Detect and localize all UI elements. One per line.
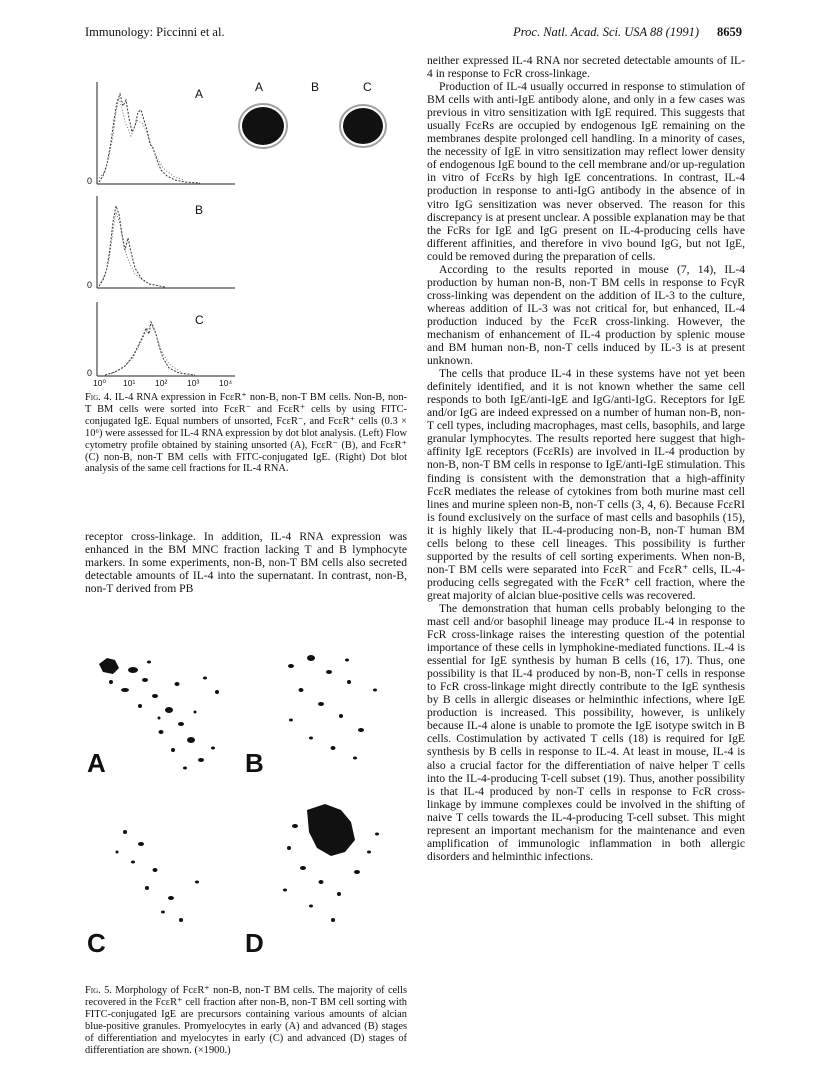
journal-citation: Proc. Natl. Acad. Sci. USA 88 (1991): [513, 25, 699, 39]
figure-5-caption: [85, 985, 407, 1056]
page-number: 8659: [717, 25, 742, 39]
axis-tick-0: 10⁰: [93, 378, 106, 388]
left-column-text: [85, 530, 407, 595]
running-header-right: [513, 25, 742, 40]
micrograph-label-d: D: [245, 928, 264, 958]
histogram-a: [97, 82, 235, 184]
blot-label-c: C: [363, 80, 372, 94]
running-header-left: Immunology: Piccinni et al.: [85, 25, 225, 39]
histogram-label-b: B: [195, 203, 204, 217]
zero-label-b: 0: [87, 280, 93, 290]
dot-blot-spot-c: [343, 108, 383, 144]
body-paragraph-1: neither expressed IL-4 RNA nor secreted detectable amounts of IL-4 in response to FcR cross-linkage.: [427, 54, 745, 81]
figure-5-caption-text: Morphology of FcεR⁺ non-B, non-T BM cells. The majority of cells recovered in the FcεR⁺ cell fraction after non-B, non-T BM cell sorting with FITC-conjugated IgE are precursors containing various amounts of alcian blue-positive granules. Promyelocytes in early (A) and advanced (B) stages of differentiation and myelocytes in early (C) and advanced (D) stages of differentiation are shown. (×1900.): [85, 985, 407, 1056]
histogram-label-c: C: [195, 313, 204, 327]
axis-tick-4: 10⁴: [219, 378, 233, 388]
body-paragraph-5: The demonstration that human cells probably belonging to the mast cell and/or basophil lineage may produce IL-4 in response to FcR cross-linkage raises the interesting question of the potential importance of these cells in lymphokine-mediated functions. IL-4 is essential for IgE synthesis by human B cells (16, 17). Thus, one possibility is that IL-4 produced by non-B, non-T cells in response to FcR cross-linkage might directly contribute to the IgE synthesis by B cells in allergic diseases or helminthic infections, where IgE production is increased. This possibility, however, is unlikely because IL-4 alone is unable to promote the IgE isotype switch in B cells. Costimulation by activated T cells (18) is required for IgE synthesis by B cells in response to IL-4. At least in mouse, IL-4 is also a crucial factor for the differentiation of naive helper T cells into the IL-4-producing T-cell subset (19). Thus, another possibility is that IL-4 produced by non-T cells in response to FcR cross-linkage by immune complexes could be involved in the shifting of naive T cells towards the IL-4-producing T-cell subset. This might represent an important mechanism for the maintenance and even amplification of immunologic inflammation in both allergic disorders and helminthic infections.: [427, 601, 745, 863]
micrograph-label-a: A: [87, 748, 106, 778]
zero-label-c: 0: [87, 368, 93, 378]
figure-5: [85, 620, 407, 980]
histogram-c: [97, 302, 235, 376]
blot-label-a: A: [255, 80, 264, 94]
micrograph-label-b: B: [245, 748, 264, 778]
body-paragraph-4: The cells that produce IL-4 in these systems have not yet been definitely identified, and it is not known whether the same cell responds to both IgE/anti-IgE and IgG/anti-IgG. Receptors for IgE and/or IgG are indeed expressed on a number of human non-B, non-T cell types, including macrophages, mast cells, basophils, and large granular lymphocytes. The results reported here suggest that high-affinity IgE receptors (FcεRIs) are involved in IL-4 production by non-B, non-T BM cells in response to IgE/anti-IgE stimulation. This finding is consistent with the demonstration that a high-affinity FcεR mediates the release of cytokines from both murine mast cell lines and murine spleen non-B, non-T cells (3, 4, 6). Because FcεRI is found exclusively on the surface of mast cells and basophils (15), it is highly likely that IL-4-producing non-B, non-T human BM cells belong to these cell lineages. This possibility is further supported by the results of cell sorting experiments. When non-B, non-T BM cells were separated into FcεR⁻ and FcεR⁺ cells, IL-4-producing cells segregated with the FcεR⁺ cell fraction, where the great majority of alcian blue-positive cells was recovered.: [427, 367, 745, 602]
blot-label-b: B: [311, 80, 320, 94]
figure-5-micrographs: [85, 620, 407, 980]
micrograph-d: [283, 804, 379, 922]
micrograph-label-c: C: [87, 928, 106, 958]
figure-4-caption-text: IL-4 RNA expression in FcεR⁺ non-B, non-T BM cells. Non-B, non-T BM cells were sorted into FcεR⁻ and FcεR⁺ cells by using FITC-conjugated IgE. Equal numbers of unsorted, FcεR⁻, and FcεR⁺ cells (0.3 × 10⁶) were assessed for IL-4 RNA expression by dot blot analysis. (Left) Flow cytometry profile obtained by staining unsorted (A), FcεR⁻ (B), and FcεR⁺ (C) non-B, non-T BM cells with FITC-conjugated IgE. (Right) Dot blot analysis of the same cell fractions for IL-4 RNA.: [85, 392, 407, 475]
figure-5-caption-label: Fig. 5.: [85, 985, 112, 996]
right-column: [427, 54, 745, 863]
figure-4: [85, 72, 407, 388]
micrograph-a: [99, 658, 219, 770]
figure-4-graphic: [85, 72, 407, 388]
figure-4-caption: [85, 392, 407, 475]
dot-blot-spot-a: [242, 107, 284, 145]
left-paragraph: receptor cross-linkage. In addition, IL-4 RNA expression was enhanced in the BM MNC fraction lacking T and B lymphocyte markers. In some experiments, non-B, non-T BM cells also secreted detectable amounts of IL-4 into the supernatant. In contrast, non-B, non-T derived from PB: [85, 530, 407, 596]
zero-label-a: 0: [87, 176, 93, 186]
axis-tick-1: 10¹: [123, 378, 136, 388]
micrograph-c: [116, 830, 200, 922]
axis-tick-2: 10²: [155, 378, 168, 388]
axis-tick-3: 10³: [187, 378, 200, 388]
micrograph-b: [288, 655, 377, 760]
body-paragraph-3: According to the results reported in mouse (7, 14), IL-4 production by human non-B, non-T BM cells in response to FcγR cross-linking was dependent on the addition of IL-3 to the culture, whereas addition of IL-3 was not critical for, but enhanced, IL-4 production induced by the FcεR cross-linking. However, the mechanism of enhancement of IL-4 production by splenic mouse and BM human non-B, non-T cells induced by IL-3 is at present unknown.: [427, 262, 745, 368]
histogram-label-a: A: [195, 87, 204, 101]
figure-4-caption-label: Fig. 4.: [85, 392, 112, 403]
body-paragraph-2: Production of IL-4 usually occurred in response to stimulation of BM cells with anti-IgE antibody alone, and only in a few cases was previous in vitro sensitization with IgE required. This suggests that usually FcεRs are occupied by endogenous IgE remaining on the membranes despite prolonged cell handling. In a minority of cases, the necessity of IgE in vitro sensitization may reflect lower density of endogenous IgE bound to the cell membrane and/or up-regulation in vitro of FcεRs by high IgE concentrations. In contrast, IL-4 production in response to anti-IgG antibody in the absence of in vitro IgG sensitization was never observed. The reason for this discrepancy is at present unclear. A possible explanation may be that the FcRs for IgE and IgG present on IL-4-producing cells have different affinities, and therefore in vivo bound IgG, but not IgE, could be removed during the preparation of cells.: [427, 80, 745, 263]
dot-blot: [239, 104, 386, 148]
histogram-b: [97, 196, 235, 288]
